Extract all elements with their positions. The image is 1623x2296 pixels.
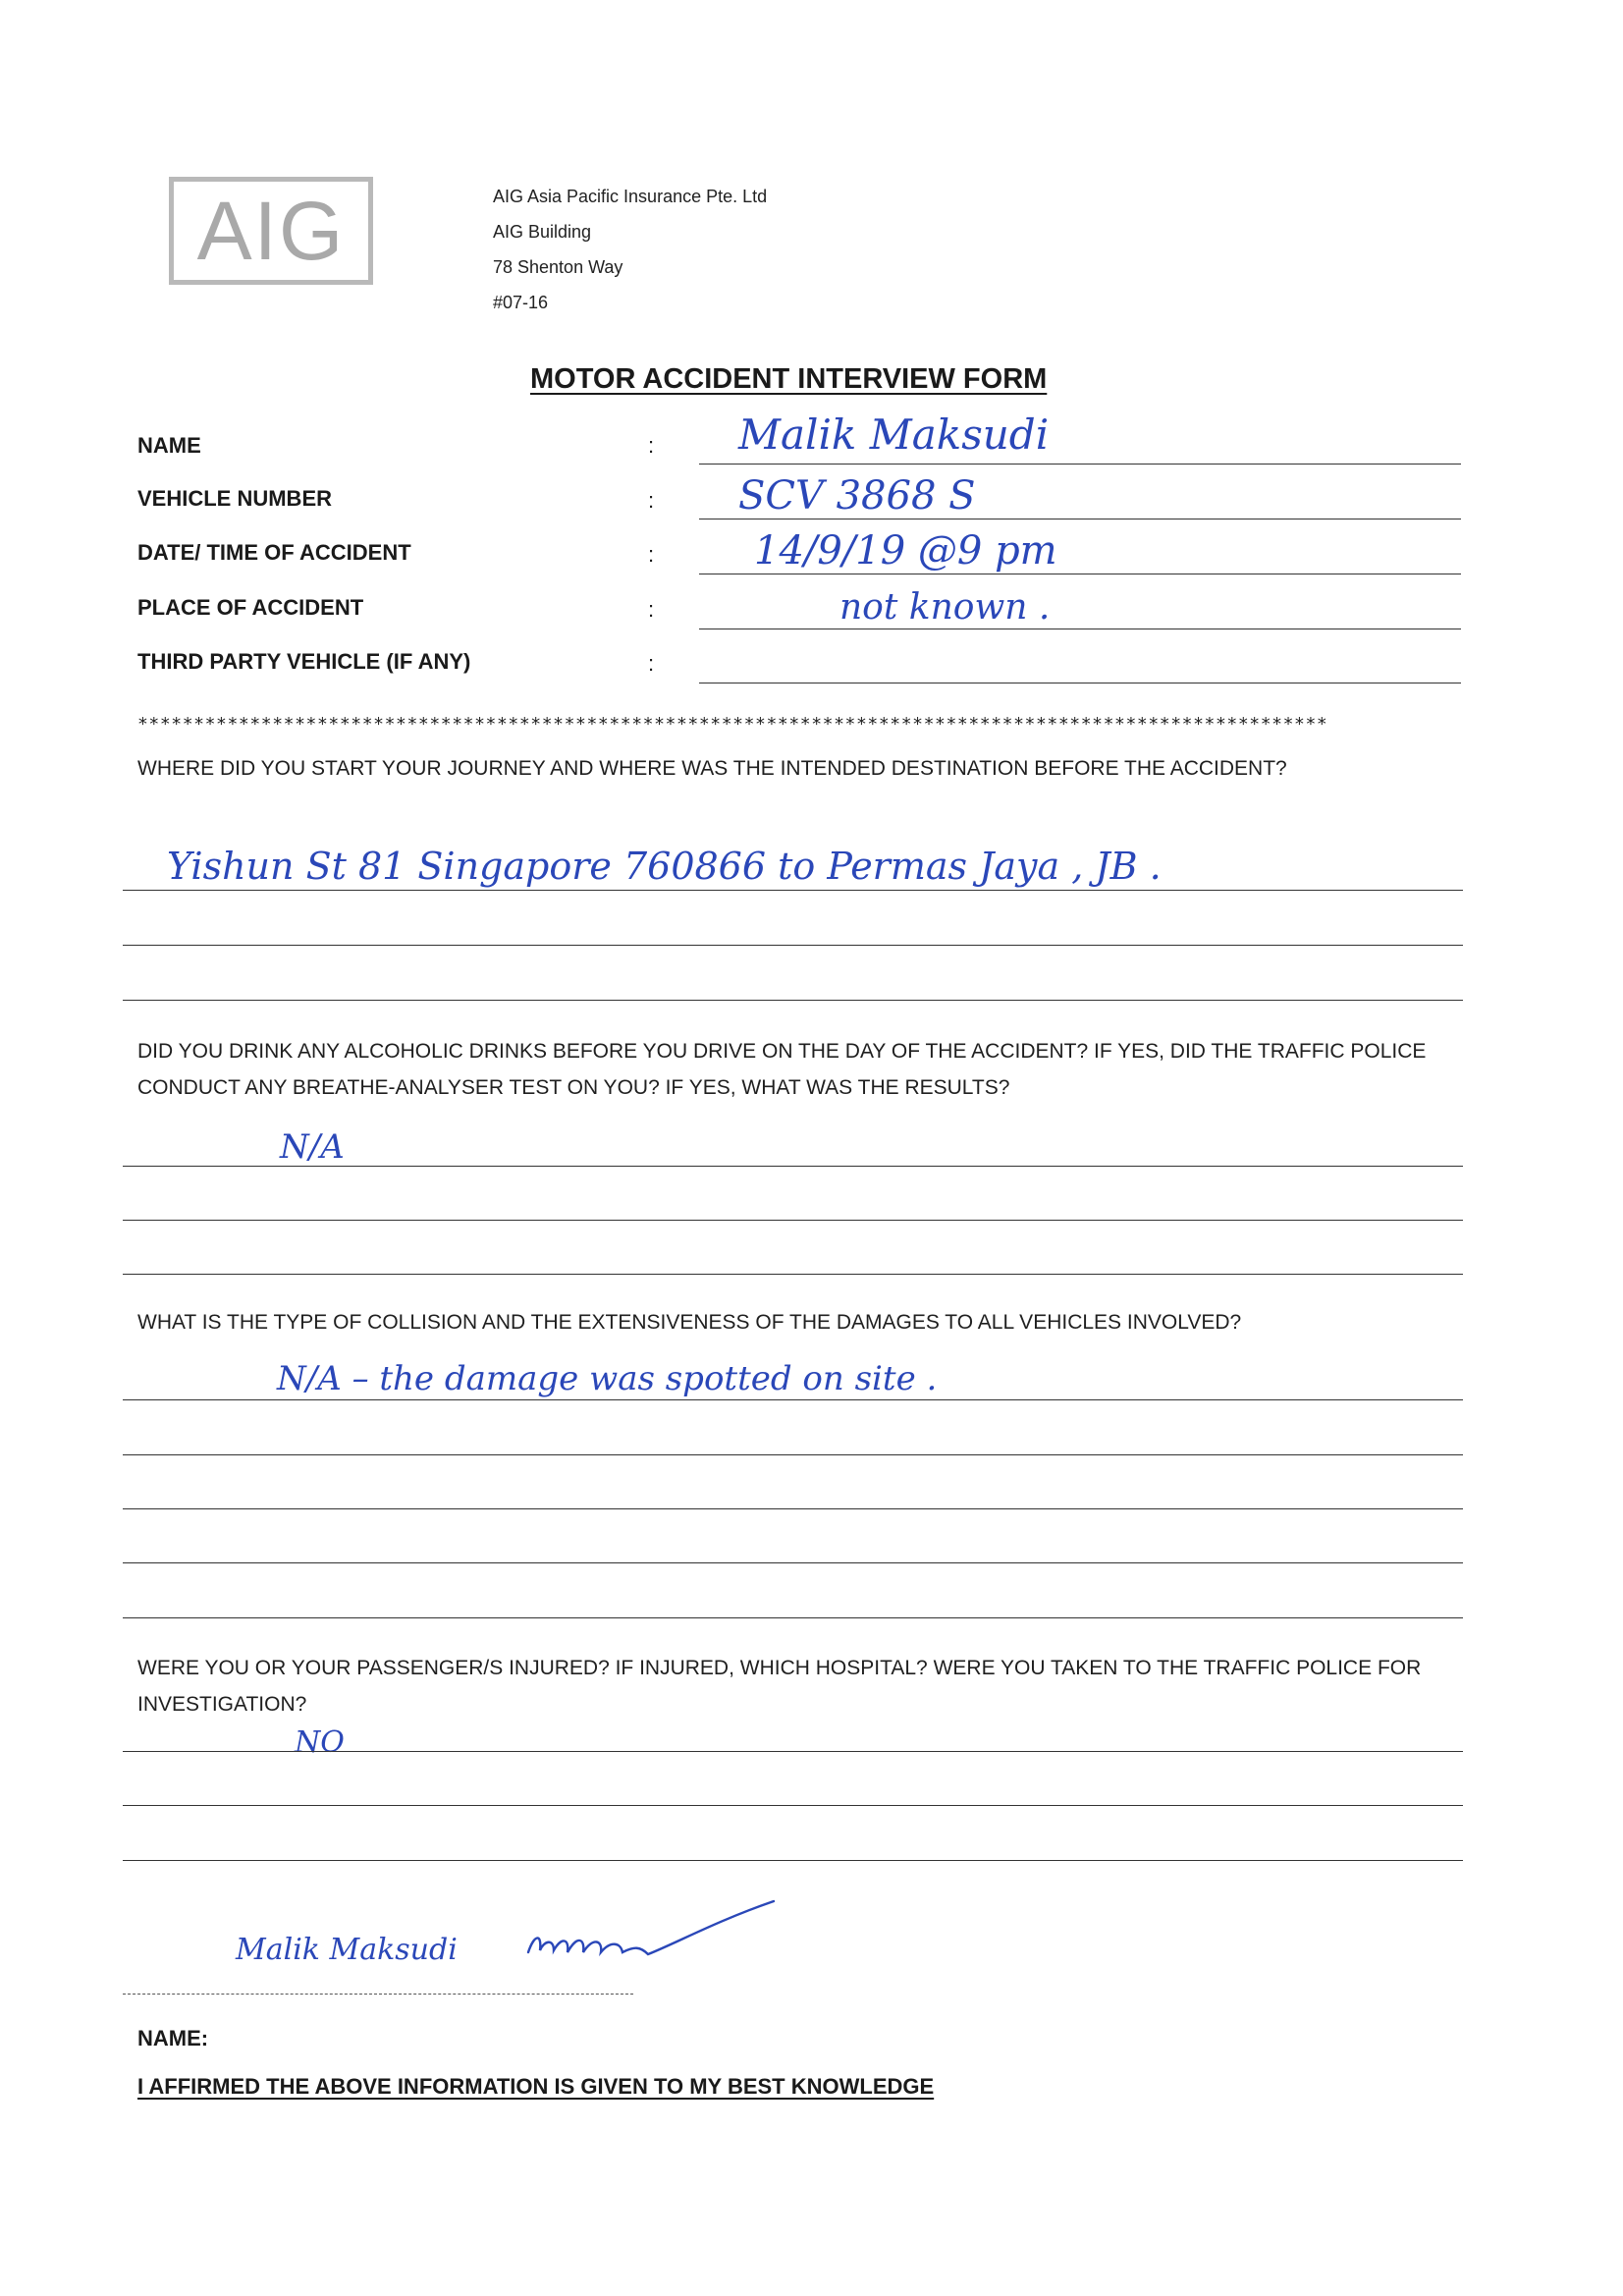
answer-line — [123, 1562, 1463, 1563]
answer-line — [123, 1220, 1463, 1221]
logo-text: AIG — [196, 184, 346, 277]
answer-line — [123, 1751, 1463, 1752]
answer-line — [123, 1166, 1463, 1167]
answer-line — [123, 890, 1463, 891]
answer-line — [123, 1805, 1463, 1806]
answer-line — [123, 1399, 1463, 1400]
answer-line — [123, 1617, 1463, 1618]
colon: : — [648, 433, 655, 458]
colon: : — [648, 597, 655, 622]
asterisk-separator: ********************************************************************************************************** — [137, 714, 1328, 735]
affirmation-statement: I AFFIRMED THE ABOVE INFORMATION IS GIVEN TO MY BEST KNOWLEDGE — [137, 2074, 935, 2099]
question-alcohol: DID YOU DRINK ANY ALCOHOLIC DRINKS BEFORE YOU DRIVE ON THE DAY OF THE ACCIDENT? IF YES, DID THE TRAFFIC POLICE CONDUCT ANY BREATHE-ANALYSER TEST ON YOU? IF YES, WHAT WAS THE RESULTS? — [137, 1040, 1427, 1099]
answer-line — [123, 1000, 1463, 1001]
answer-journey: Yishun St 81 Singapore 760866 to Permas Jaya , JB . — [167, 845, 1162, 888]
signature-name-label: NAME: — [137, 2026, 209, 2050]
answer-collision: N/A – the damage was spotted on site . — [277, 1359, 938, 1398]
answer-line — [123, 945, 1463, 946]
question-injury: WERE YOU OR YOUR PASSENGER/S INJURED? IF INJURED, WHICH HOSPITAL? WERE YOU TAKEN TO THE TRAFFIC POLICE FOR INVESTIGATION? — [137, 1657, 1422, 1716]
vehicle-number-label: VEHICLE NUMBER — [137, 486, 333, 511]
answer-line — [123, 1454, 1463, 1455]
question-journey: WHERE DID YOU START YOUR JOURNEY AND WHERE WAS THE INTENDED DESTINATION BEFORE THE ACCIDENT? — [137, 757, 1287, 780]
colon: : — [648, 651, 655, 676]
answer-alcohol: N/A — [280, 1127, 345, 1167]
name-value: Malik Maksudi — [738, 410, 1050, 459]
signature-name: Malik Maksudi — [236, 1933, 458, 1967]
vehicle-number-value: SCV 3868 S — [738, 473, 976, 519]
form-title: MOTOR ACCIDENT INTERVIEW FORM — [530, 363, 1048, 395]
date-time-value: 14/9/19 @9 pm — [754, 528, 1057, 574]
name-label: NAME — [137, 433, 201, 458]
place-value: not known . — [839, 587, 1051, 628]
colon: : — [648, 542, 655, 567]
third-party-label: THIRD PARTY VEHICLE (IF ANY) — [137, 649, 471, 674]
signature-line — [123, 1994, 633, 1995]
answer-line — [123, 1508, 1463, 1509]
date-time-label: DATE/ TIME OF ACCIDENT — [137, 540, 411, 565]
address-line-4: #07-16 — [493, 293, 549, 312]
aig-logo — [169, 177, 373, 285]
answer-injury: NO — [295, 1725, 345, 1760]
answer-line — [123, 1274, 1463, 1275]
name-field-line — [699, 464, 1461, 465]
place-label: PLACE OF ACCIDENT — [137, 595, 364, 620]
address-line-3: 78 Shenton Way — [493, 257, 623, 277]
colon: : — [648, 488, 655, 513]
handwritten-signature — [520, 1895, 795, 1974]
question-collision: WHAT IS THE TYPE OF COLLISION AND THE EXTENSIVENESS OF THE DAMAGES TO ALL VEHICLES INVOLVED? — [137, 1311, 1242, 1334]
address-line-1: AIG Asia Pacific Insurance Pte. Ltd — [493, 187, 768, 206]
answer-line — [123, 1860, 1463, 1861]
address-line-2: AIG Building — [493, 222, 592, 242]
